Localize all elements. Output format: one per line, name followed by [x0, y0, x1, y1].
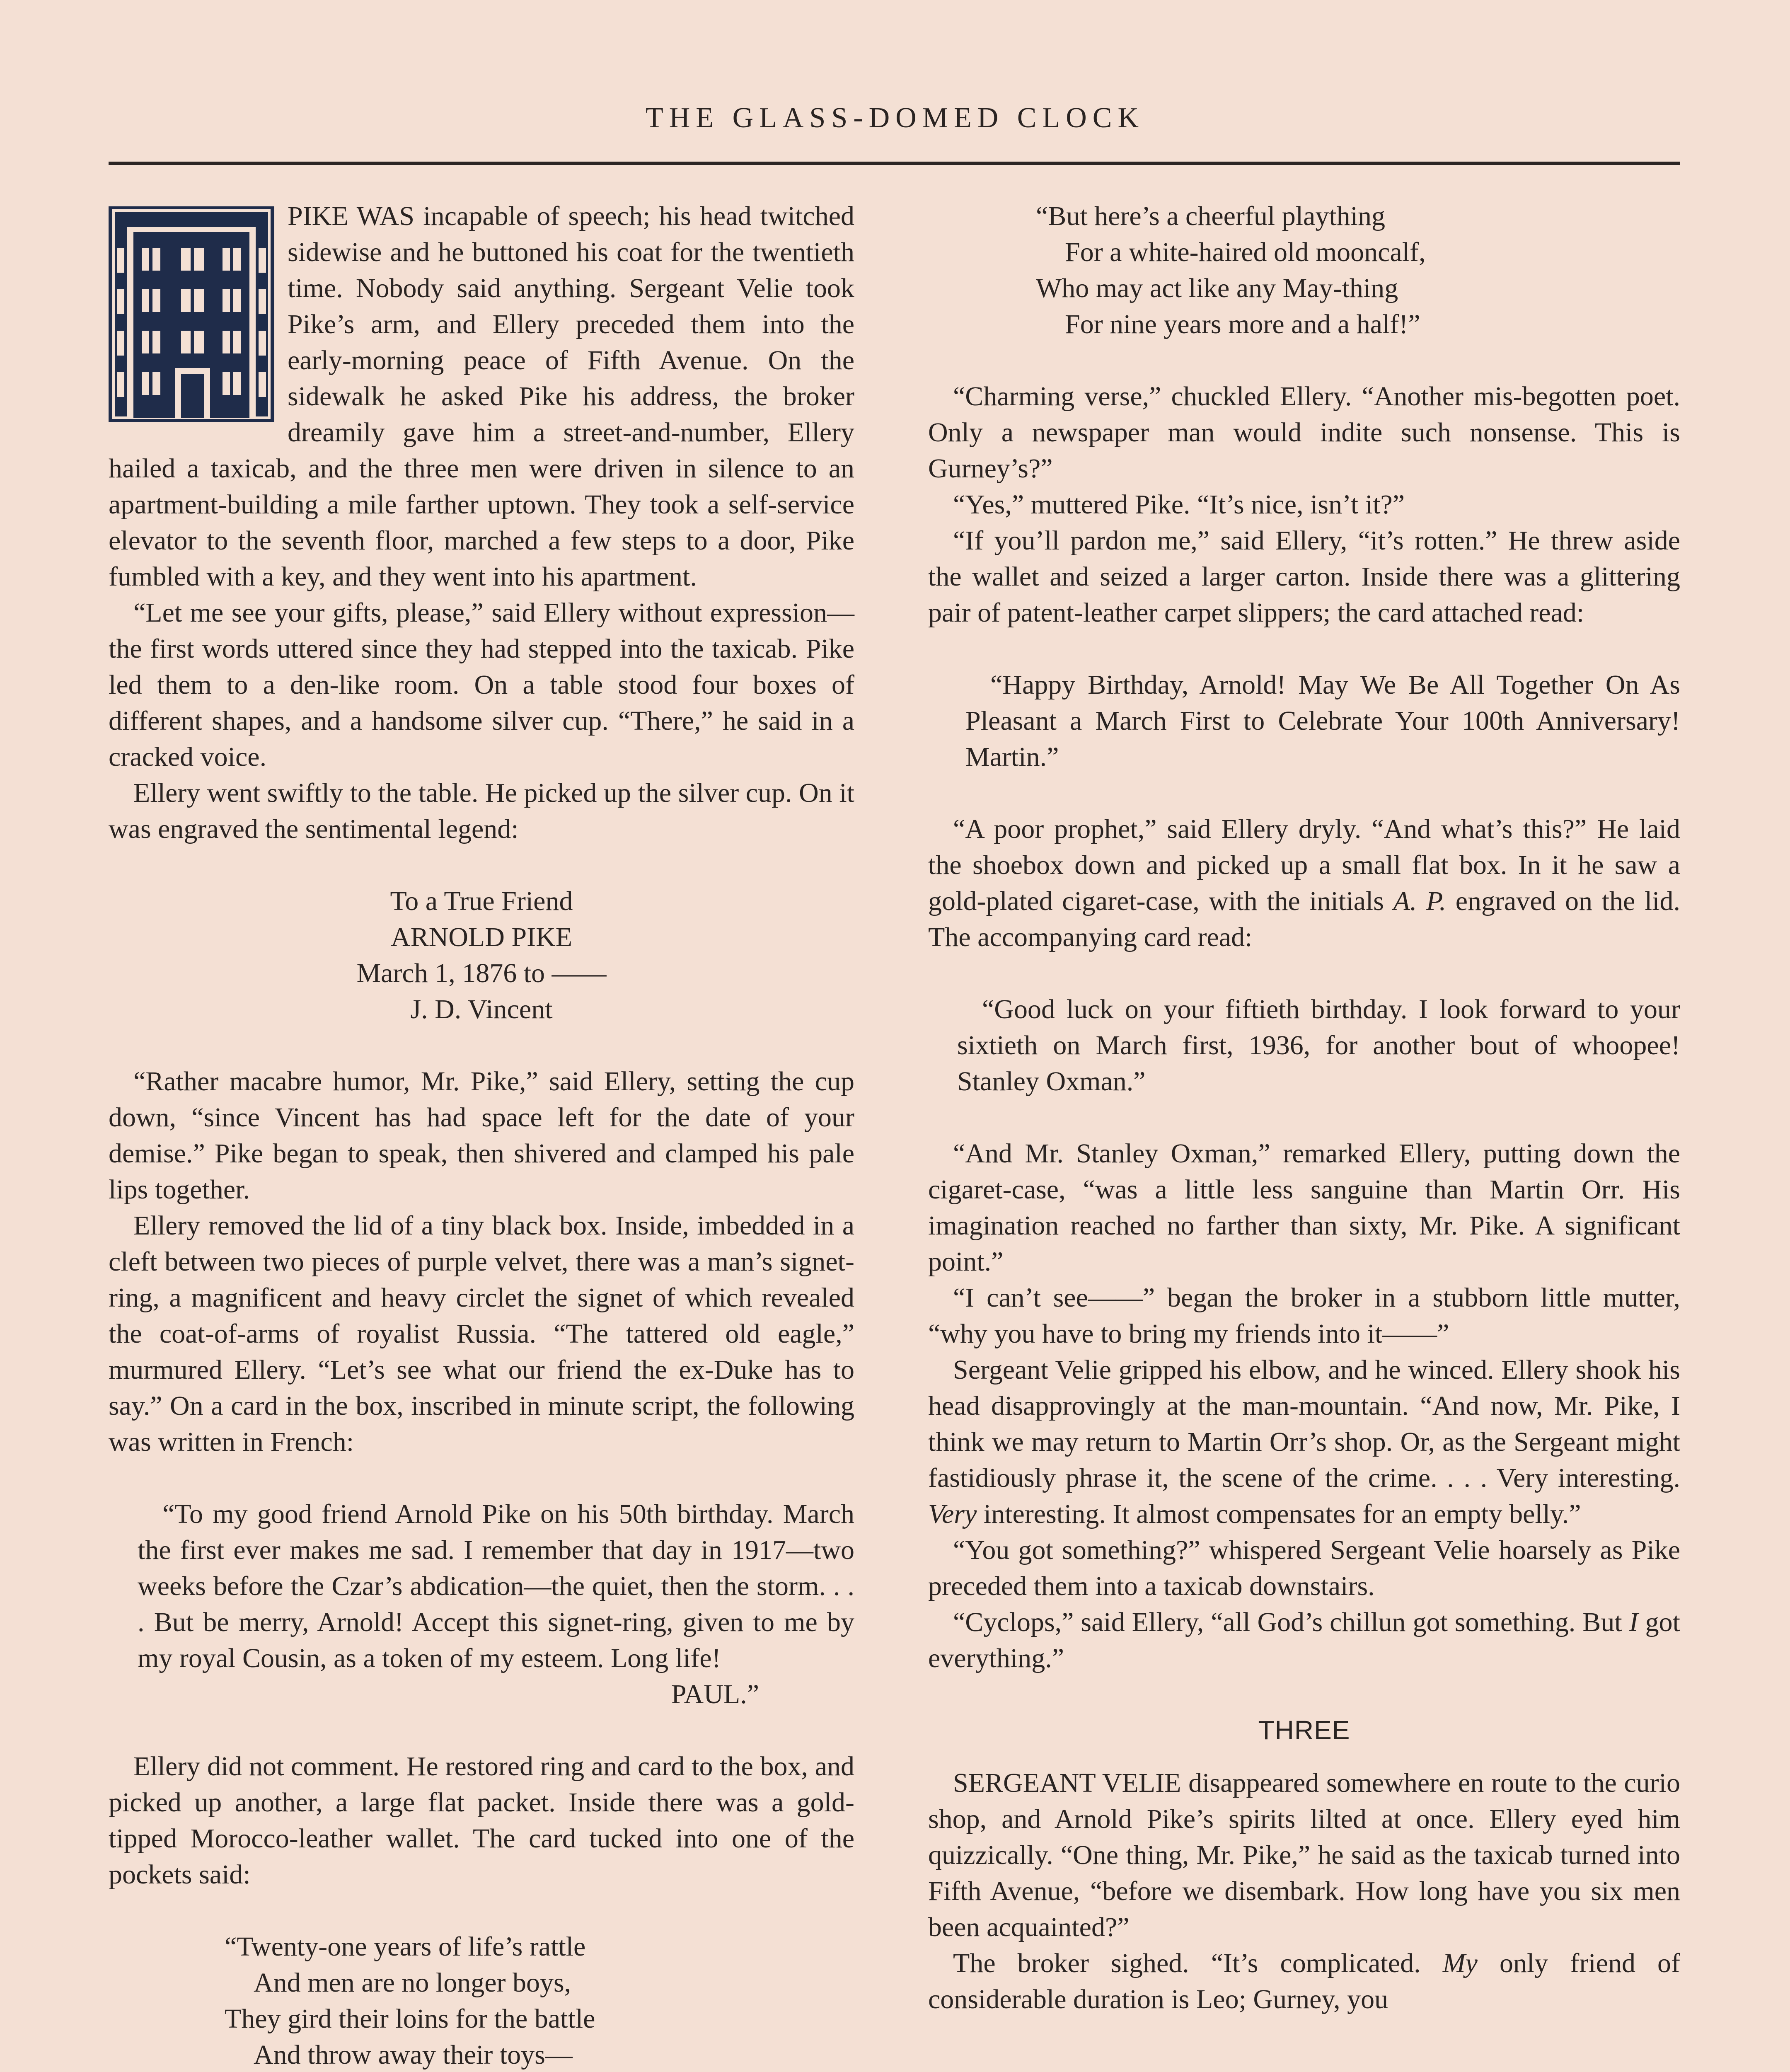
- paragraph: SERGEANT VELIE disappeared somewhere en route to the curio shop, and Arnold Pike’s spirits lilted at once. Ellery eyed him quizzically. “One thing, Mr. Pike,” he said as the taxicab turned into Fifth Avenue, “before we disembark. How long have you six men been acquainted?”: [928, 1768, 1680, 1942]
- verse-stanza: [1036, 198, 1680, 342]
- verse-line: Who may act like any May-thing: [1036, 273, 1398, 303]
- verse-line: “But here’s a cheerful plaything: [1036, 201, 1386, 231]
- text-run: got everything.”: [928, 1607, 1680, 1673]
- header-rule: [109, 162, 1680, 165]
- quote-text: “Happy Birthday, Arnold! May We Be All Together On As Pleasant a March First to Celebrate Your 100th Anniversary! Martin.”: [965, 670, 1680, 772]
- verse-line: And throw away their toys—: [254, 2040, 573, 2070]
- text-run: Sergeant Velie gripped his elbow, and he winced. Ellery shook his head disapprovingly at the man-mountain. “And now, Mr. Pike, I think we may return to Martin Orr’s shop. Or, as the Sergeant might fastidiously phrase it, the scene of the crime. . . . Very interesting.: [928, 1355, 1680, 1493]
- cup-dedication: [109, 883, 854, 1027]
- card-quote-martin: [965, 667, 1680, 775]
- dedication-line: To a True Friend: [390, 886, 573, 916]
- emphasis: Very: [928, 1499, 977, 1529]
- emphasis: I: [1629, 1607, 1638, 1637]
- paragraph: “You got something?” whispered Sergeant Velie hoarsely as Pike preceded them into a taxicab downstairs.: [928, 1535, 1680, 1601]
- paragraph: “Charming verse,” chuckled Ellery. “Another mis-begotten poet. Only a newspaper man would indite such nonsense. This is Gurney’s?”: [928, 381, 1680, 484]
- paragraph: [928, 1604, 1680, 1676]
- paragraph: Ellery did not comment. He restored ring and card to the box, and picked up another, a large flat packet. Inside there was a gold-tipped Morocco-leather wallet. The card tucked into one of the pockets said:: [109, 1751, 854, 1890]
- text-run: engraved on the lid. The accompanying card read:: [928, 886, 1680, 952]
- paragraph: PIKE WAS incapable of speech; his head twitched sidewise and he buttoned his coat for the twentieth time. Nobody said anything. Sergeant Velie took Pike’s arm, and Ellery preceded them into the early-morning peace of Fifth Avenue. On the sidewalk he asked Pike his address, the broker dreamily gave him a street-and-number, Ellery hailed a taxicab, and the three men were driven in silence to an apartment-building a mile farther uptown. They took a self-service elevator to the seventh floor, marched a few steps to a door, Pike fumbled with a key, and they went into his apartment.: [109, 201, 854, 592]
- text-run: “Cyclops,” said Ellery, “all God’s chillun got something. But: [953, 1607, 1629, 1637]
- paragraph: “If you’ll pardon me,” said Ellery, “it’s rotten.” He threw aside the wallet and seized a larger carton. Inside there was a glittering pair of patent-leather carpet slippers; the card attached read:: [928, 525, 1680, 628]
- paragraph: [928, 1352, 1680, 1532]
- paragraph: Ellery removed the lid of a tiny black box. Inside, imbedded in a cleft between two pieces of purple velvet, there was a man’s signet-ring, a magnificent and heavy circlet the signet of which revealed the coat-of-arms of royalist Russia. “The tattered old eagle,” murmured Ellery. “Let’s see what our friend the ex-Duke has to say.” On a card in the box, inscribed in minute script, the following was written in French:: [109, 1210, 854, 1457]
- quote-signature: PAUL.”: [671, 1679, 759, 1709]
- verse-line: For nine years more and a half!”: [1065, 309, 1420, 339]
- paragraph: “Yes,” muttered Pike. “It’s nice, isn’t it?”: [953, 489, 1405, 520]
- text-run: interesting. It almost compensates for an empty belly.”: [977, 1499, 1581, 1529]
- verse-line: “Twenty-one years of life’s rattle: [225, 1932, 586, 1962]
- section-heading: THREE: [1258, 1715, 1350, 1745]
- dedication-line: March 1, 1876 to ——: [356, 958, 607, 988]
- paragraph: Ellery went swiftly to the table. He picked up the silver cup. On it was engraved the sentimental legend:: [109, 778, 854, 844]
- card-quote-paul: [138, 1496, 854, 1712]
- running-title: THE GLASS-DOMED CLOCK: [646, 102, 1144, 134]
- card-quote-oxman: [957, 991, 1680, 1099]
- dedication-line: J. D. Vincent: [410, 994, 553, 1024]
- text-run: “A poor prophet,” said Ellery dryly. “And what’s this?” He laid the shoebox down and picked up a small flat box. In it he saw a gold-plated cigaret-case, with the initials: [928, 814, 1680, 916]
- left-column: [109, 198, 854, 2072]
- quote-text: “Good luck on your fiftieth birthday. I look forward to your sixtieth on March first, 1936, for another bout of whoopee! Stanley Oxman.”: [957, 994, 1680, 1097]
- paragraph: [928, 1945, 1680, 2017]
- paragraph: “I can’t see——” began the broker in a stubborn little mutter, “why you have to bring my friends into it——”: [928, 1283, 1680, 1349]
- paragraph: [928, 811, 1680, 955]
- building-facade-icon: [109, 206, 274, 422]
- paragraph: “Let me see your gifts, please,” said Ellery without expression—the first words uttered since they had stepped into the taxicab. Pike led them to a den-like room. On a table stood four boxes of different shapes, and a handsome silver cup. “There,” he said in a cracked voice.: [109, 598, 854, 772]
- dedication-line: ARNOLD PIKE: [390, 922, 573, 952]
- text-run: only friend of considerable duration is Leo; Gurney, you: [928, 1948, 1680, 2014]
- emphasis: My: [1442, 1948, 1478, 1978]
- quote-text: “To my good friend Arnold Pike on his 50th birthday. March the first ever makes me sad. I remember that day in 1917—two weeks before the Czar’s abdication—the quiet, then the storm. . . . But be merry, Arnold! Accept this signet-ring, given to me by my royal Cousin, as a token of my esteem. Long life!: [138, 1499, 854, 1673]
- verse-line: And men are no longer boys,: [254, 1968, 571, 1998]
- verse-line: For a white-haired old mooncalf,: [1065, 237, 1426, 267]
- verse-stanza: [225, 1929, 854, 2072]
- paragraph: “And Mr. Stanley Oxman,” remarked Ellery, putting down the cigaret-case, “was a little less sanguine than Martin Orr. His imagination reached no farther than sixty, Mr. Pike. A significant point.”: [928, 1138, 1680, 1277]
- paragraph: “Rather macabre humor, Mr. Pike,” said Ellery, setting the cup down, “since Vincent has had space left for the date of your demise.” Pike began to speak, then shivered and clamped his pale lips together.: [109, 1066, 854, 1205]
- verse-line: They gird their loins for the battle: [225, 2004, 595, 2034]
- right-column: [928, 198, 1680, 2017]
- initials: A. P.: [1393, 886, 1447, 916]
- text-run: The broker sighed. “It’s complicated.: [953, 1948, 1443, 1978]
